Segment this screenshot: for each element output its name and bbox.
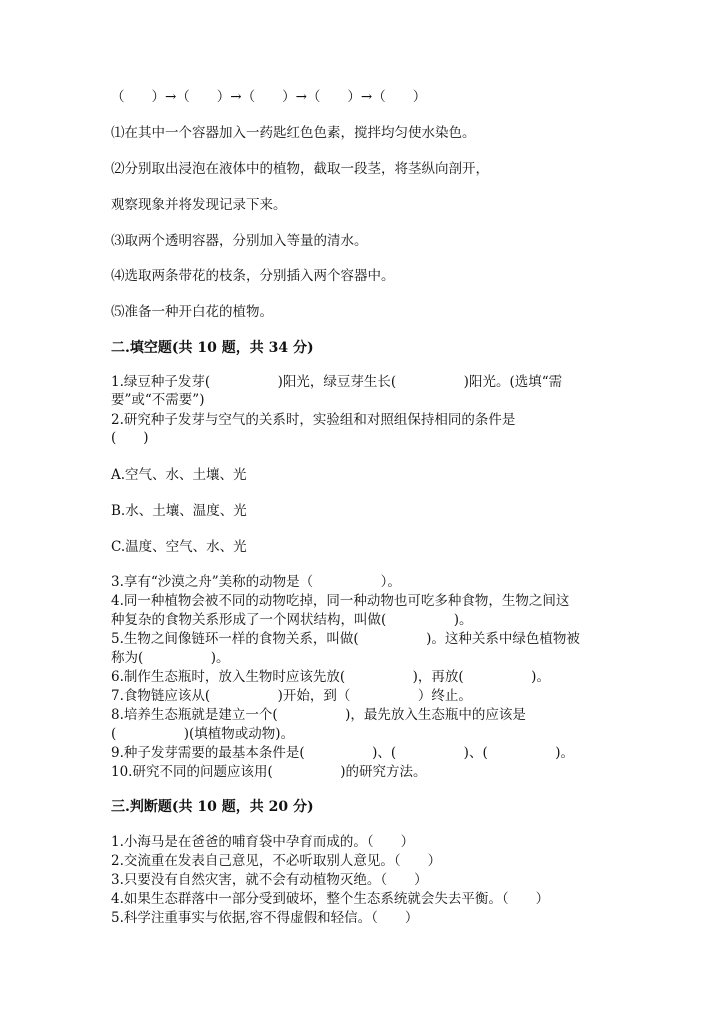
question-2-line-1: 2.研究种子发芽与空气的关系时，实验组和对照组保持相同的条件是 xyxy=(111,412,516,428)
question-4-line-1: 4.同一种植物会被不同的动物吃掉，同一种动物也可吃多种食物，生物之间这 xyxy=(111,593,570,609)
question-8-line-2: ( )(填植物或动物)。 xyxy=(111,726,295,742)
section-3-title: 三.判断题(共 10 题，共 20 分) xyxy=(111,799,314,815)
question-3: 3.享有“沙漠之舟”美称的动物是（ ）。 xyxy=(111,574,401,590)
judge-4: 4.如果生态群落中一部分受到破坏，整个生态系统就会失去平衡。（ ） xyxy=(111,891,550,907)
judge-5: 5.科学注重事实与依据,容不得虚假和轻信。（ ） xyxy=(111,910,419,926)
step-5: ⑸准备一种开白花的植物。 xyxy=(111,304,273,320)
step-2-continued: 观察现象并将发现记录下来。 xyxy=(111,197,287,213)
question-1-line-1: 1.绿豆种子发芽( )阳光，绿豆芽生长( )阳光。(选填“需 xyxy=(111,374,563,390)
question-4-line-2: 种复杂的食物关系形成了一个网状结构，叫做( )。 xyxy=(111,612,473,628)
section-2-title: 二.填空题(共 10 题，共 34 分) xyxy=(111,340,314,356)
question-1-line-2: 要”或“不需要”) xyxy=(111,392,205,408)
judge-3: 3.只要没有自然灾害，就不会有动植物灭绝。（ ） xyxy=(111,872,428,888)
question-10: 10.研究不同的问题应该用( )的研究方法。 xyxy=(111,764,427,780)
step-3: ⑶取两个透明容器，分别加入等量的清水。 xyxy=(111,233,368,249)
question-5-line-2: 称为( )。 xyxy=(111,650,230,666)
question-2-line-2: ( ) xyxy=(111,430,149,446)
step-4: ⑷选取两条带花的枝条，分别插入两个容器中。 xyxy=(111,268,395,284)
judge-1: 1.小海马是在爸爸的哺育袋中孕育而成的。（ ） xyxy=(111,834,415,850)
question-8-line-1: 8.培养生态瓶就是建立一个( )，最先放入生态瓶中的应该是 xyxy=(111,707,526,723)
option-b: B.水、土壤、温度、光 xyxy=(111,503,247,519)
option-a: A.空气、水、土壤、光 xyxy=(111,467,247,483)
question-9: 9.种子发芽需要的最基本条件是( )、( )、( )。 xyxy=(111,745,574,761)
step-1: ⑴在其中一个容器加入一药匙红色色素，搅拌均匀使水染色。 xyxy=(111,125,476,141)
question-5-line-1: 5.生物之间像链环一样的食物关系，叫做( )。这种关系中绿色植物被 xyxy=(111,631,580,647)
sequence-blanks: （ ）→（ ）→（ ）→（ ）→（ ） xyxy=(111,89,427,105)
option-c: C.温度、空气、水、光 xyxy=(111,539,247,555)
question-6: 6.制作生态瓶时，放入生物时应该先放( )，再放( )。 xyxy=(111,669,550,685)
step-2: ⑵分别取出浸泡在液体中的植物，截取一段茎，将茎纵向剖开， xyxy=(111,161,489,177)
question-7: 7.食物链应该从( )开始，到（ ）终止。 xyxy=(111,688,472,704)
judge-2: 2.交流重在发表自己意见，不必听取别人意见。（ ） xyxy=(111,853,442,869)
